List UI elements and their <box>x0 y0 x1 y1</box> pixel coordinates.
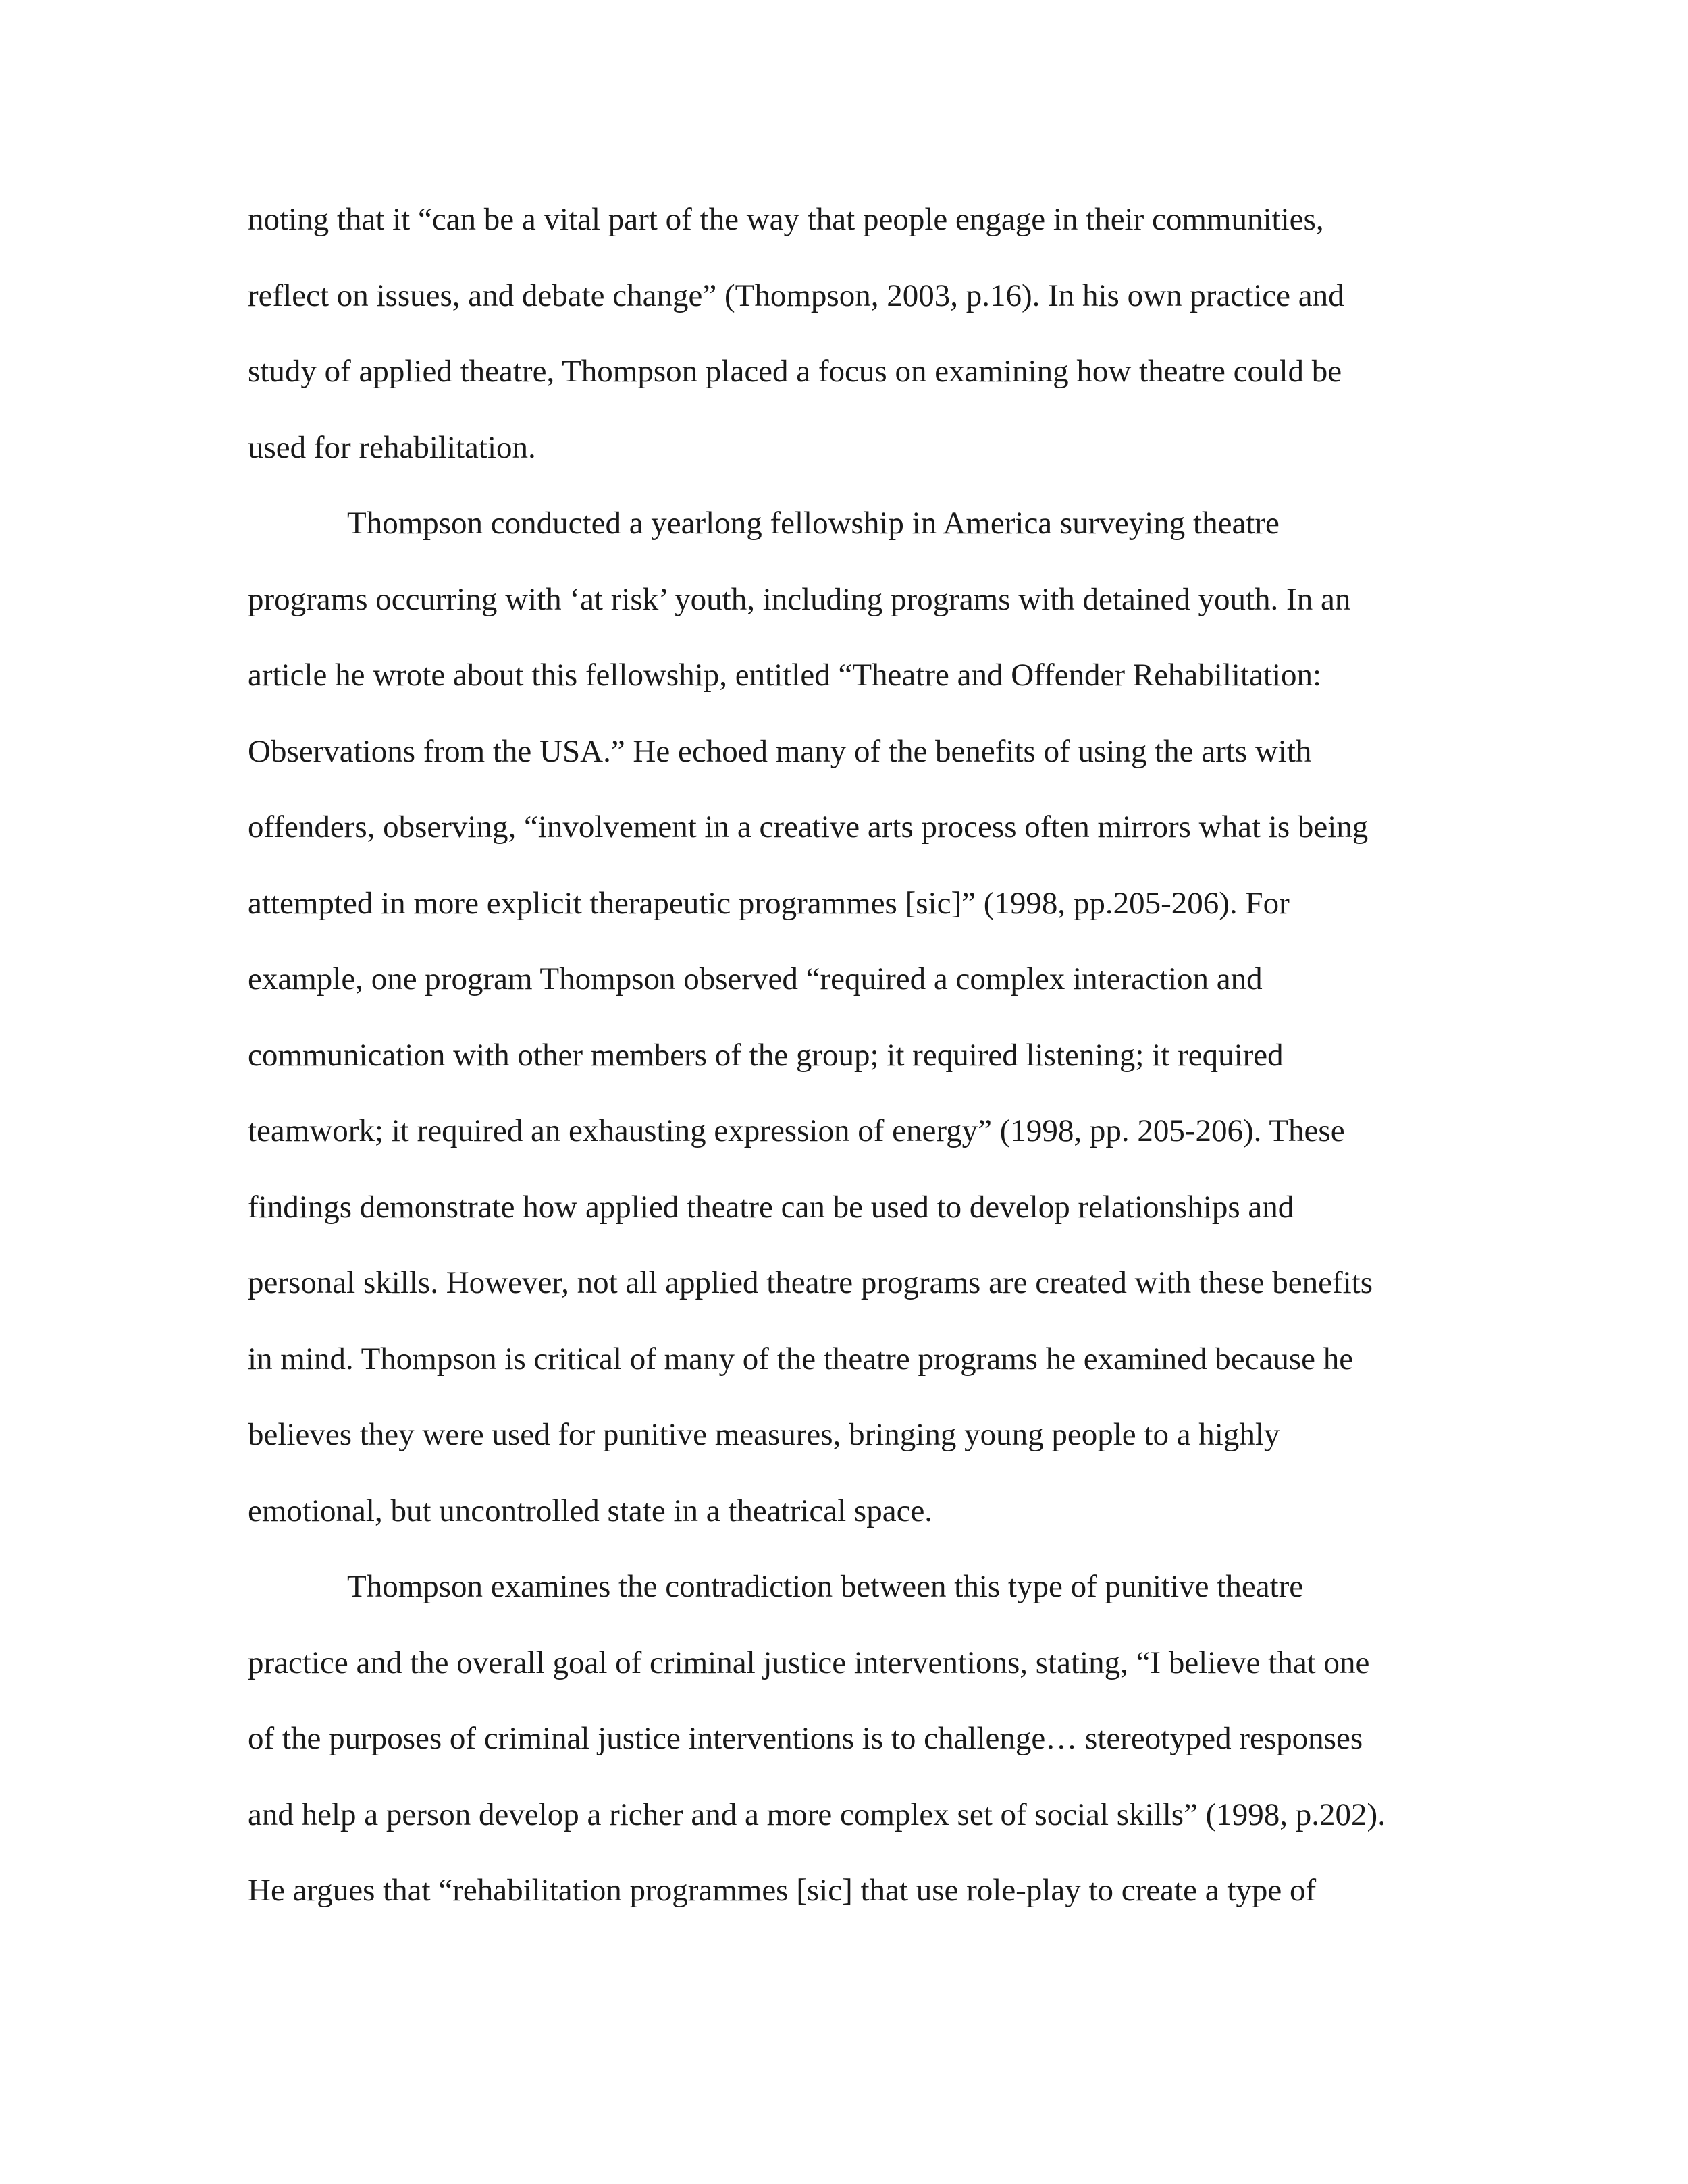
text-line: attempted in more explicit therapeutic programmes [sic]” (1998, pp.205-206). For <box>248 885 1290 921</box>
text-line: personal skills. However, not all applied theatre programs are created with these benefits <box>248 1265 1373 1300</box>
text-line: article he wrote about this fellowship, entitled “Theatre and Offender Rehabilitation: <box>248 658 1322 693</box>
text-line: practice and the overall goal of criminal justice interventions, stating, “I believe that one <box>248 1645 1370 1680</box>
text-line: example, one program Thompson observed “required a complex interaction and <box>248 961 1263 996</box>
text-line: in mind. Thompson is critical of many of the theatre programs he examined because he <box>248 1341 1354 1377</box>
text-line: programs occurring with ‘at risk’ youth, including programs with detained youth. In an <box>248 581 1351 617</box>
text-line: and help a person develop a richer and a more complex set of social skills” (1998, p.202). <box>248 1796 1386 1832</box>
text-line: teamwork; it required an exhausting expression of energy” (1998, pp. 205-206). These <box>248 1113 1345 1148</box>
body-text <box>248 197 1436 1944</box>
paragraph-first-line: Thompson examines the contradiction between this type of punitive theatre <box>347 1569 1304 1604</box>
text-line: communication with other members of the group; it required listening; it required <box>248 1037 1284 1073</box>
paragraph-first-line: Thompson conducted a yearlong fellowship in America surveying theatre <box>347 506 1280 541</box>
text-line: study of applied theatre, Thompson placed a focus on examining how theatre could be <box>248 354 1342 389</box>
text-line: Observations from the USA.” He echoed many of the benefits of using the arts with <box>248 733 1312 769</box>
text-line: of the purposes of criminal justice interventions is to challenge… stereotyped responses <box>248 1721 1363 1756</box>
text-line: noting that it “can be a vital part of the way that people engage in their communities, <box>248 202 1324 237</box>
text-line: offenders, observing, “involvement in a creative arts process often mirrors what is being <box>248 809 1369 845</box>
text-line: reflect on issues, and debate change” (Thompson, 2003, p.16). In his own practice and <box>248 277 1344 313</box>
text-line: believes they were used for punitive measures, bringing young people to a highly <box>248 1417 1280 1452</box>
text-line: emotional, but uncontrolled state in a theatrical space. <box>248 1493 933 1528</box>
text-line: findings demonstrate how applied theatre can be used to develop relationships and <box>248 1189 1294 1225</box>
text-line: used for rehabilitation. <box>248 429 536 465</box>
text-line: He argues that “rehabilitation programmes [sic] that use role-play to create a type of <box>248 1873 1317 1908</box>
